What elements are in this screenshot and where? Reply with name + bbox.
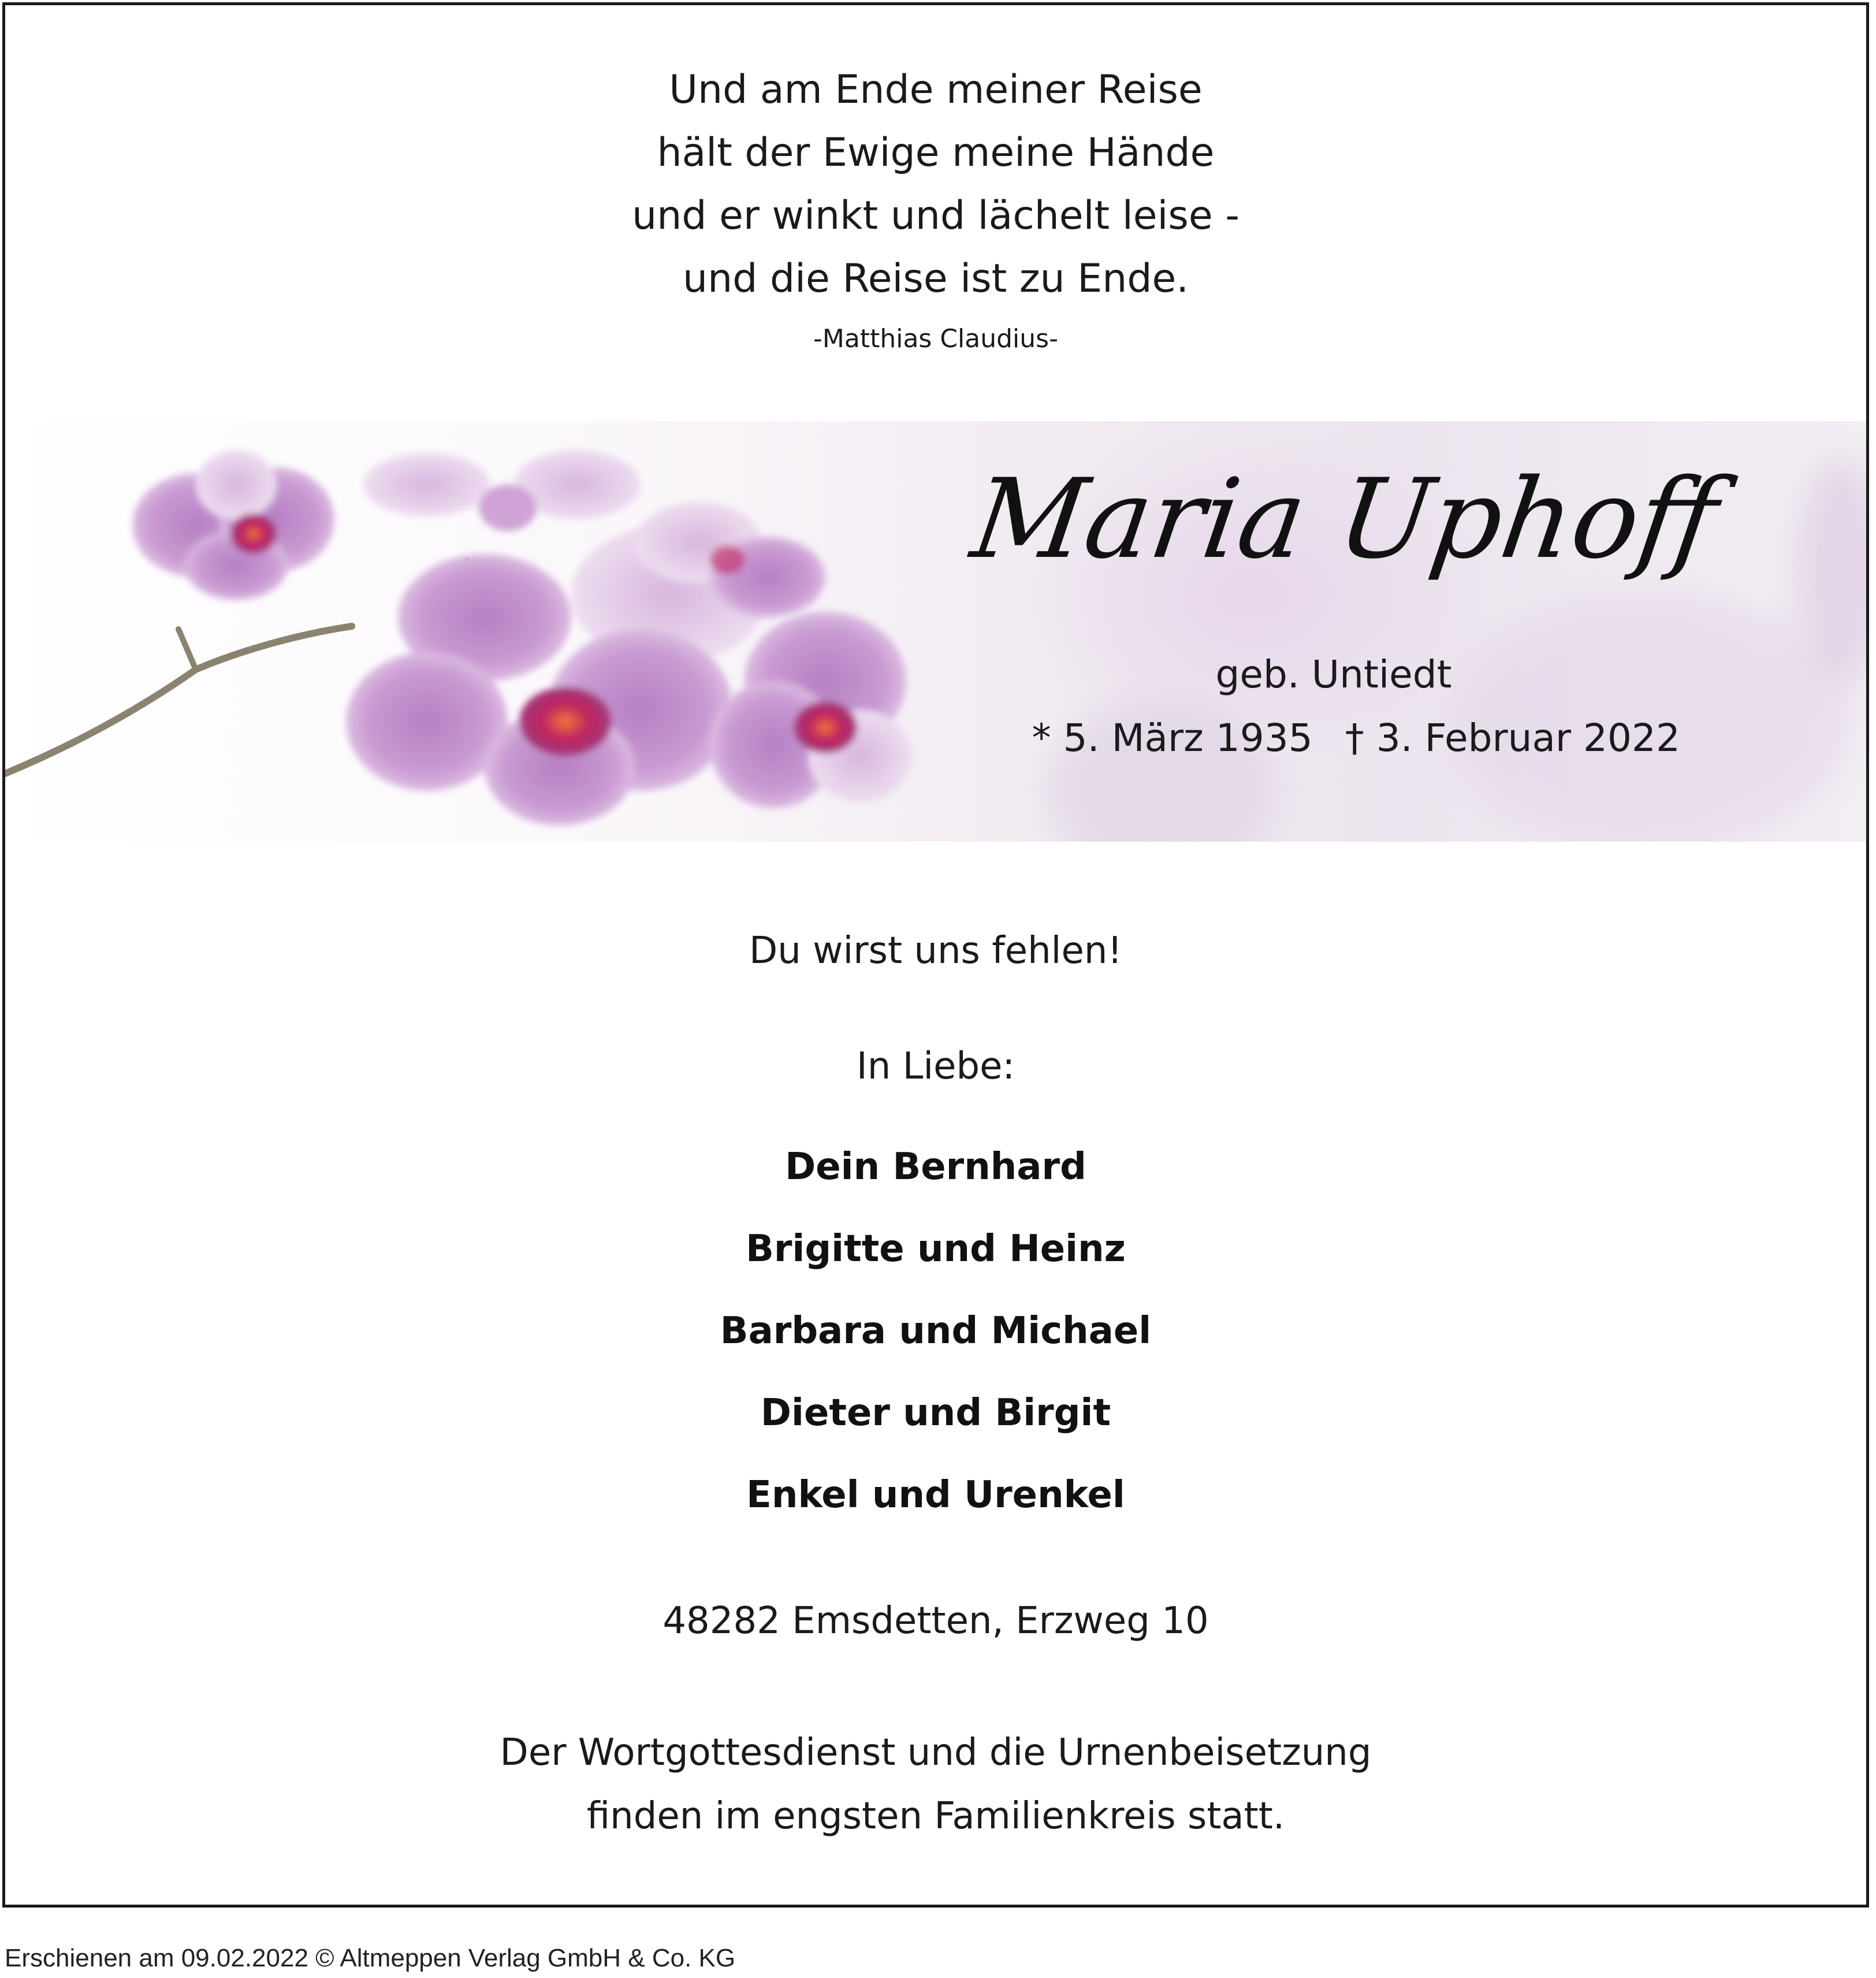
deceased-name: Maria Uphoff: [965, 455, 1726, 583]
poem-line: und er winkt und lächelt leise -: [632, 193, 1240, 239]
mourner-name: Dieter und Birgit: [760, 1392, 1111, 1434]
poem-line: hält der Ewige meine Hände: [657, 130, 1215, 176]
poem-author: -Matthias Claudius-: [813, 324, 1058, 354]
service-line: Der Wortgottesdienst und die Urnenbeisetzung: [500, 1731, 1372, 1774]
mourner-name: Dein Bernhard: [785, 1146, 1086, 1188]
farewell-line: Du wirst uns fehlen!: [749, 929, 1123, 972]
mourner-name: Barbara und Michael: [720, 1310, 1152, 1352]
service-notice: [5, 1721, 1866, 1848]
maiden-name: geb. Untiedt: [1215, 652, 1452, 697]
obituary-frame: [2, 2, 1869, 1908]
poem: [5, 58, 1866, 310]
orchid-banner: [5, 421, 1866, 842]
service-line: finden im engsten Familienkreis statt.: [586, 1795, 1285, 1838]
mourner-name: Enkel und Urenkel: [746, 1474, 1125, 1516]
in-love-line: In Liebe:: [856, 1045, 1015, 1088]
address: 48282 Emsdetten, Erzweg 10: [662, 1600, 1209, 1642]
poem-line: Und am Ende meiner Reise: [669, 67, 1203, 113]
mourner-name: Brigitte und Heinz: [746, 1228, 1126, 1270]
poem-line: und die Reise ist zu Ende.: [683, 256, 1189, 302]
death-date: † 3. Februar 2022: [1345, 716, 1680, 760]
life-dates: [987, 716, 1680, 760]
mourners-list: [5, 1126, 1866, 1536]
birth-date: * 5. März 1935: [1032, 716, 1313, 760]
publication-footer: Erschienen am 09.02.2022 © Altmeppen Verlag GmbH & Co. KG: [5, 1944, 736, 1972]
